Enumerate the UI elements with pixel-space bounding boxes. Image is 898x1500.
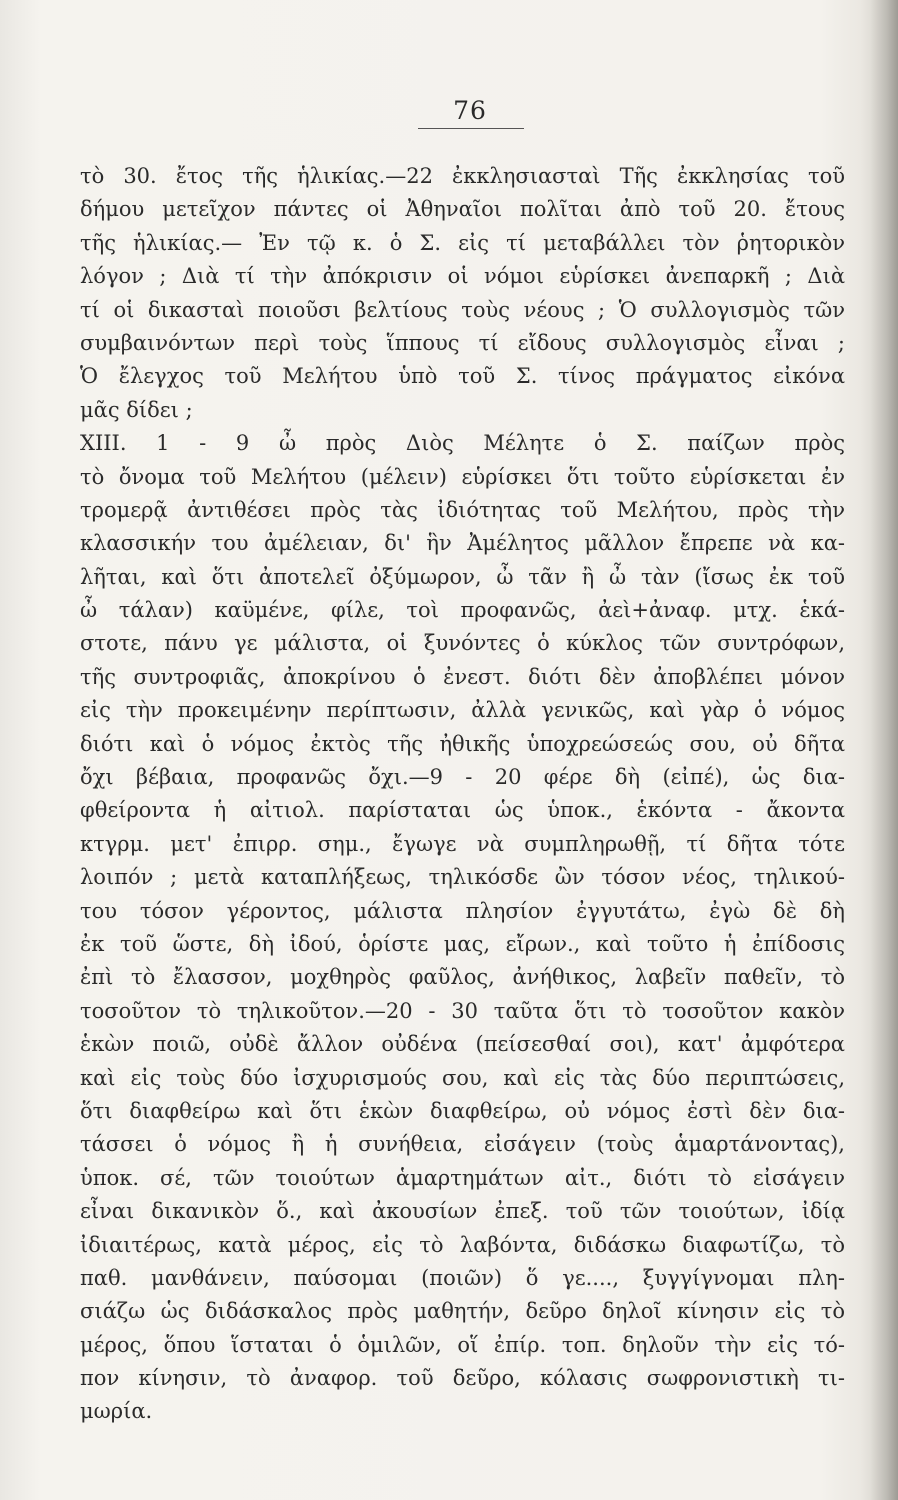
binding-shadow [870,0,898,1500]
text-line: λόγον ; Διὰ τί τὴν ἀπόκρισιν οἱ νόμοι εὑρίσκει ἀνεπαρκῆ ; Διὰ [80,264,845,289]
text-line: συμβαινόντων περὶ τοὺς ἵππους τί εἴδους συλλογισμὸς εἶναι ; [80,330,845,355]
text-line: μωρία. [80,1399,153,1424]
text-line: ὅτι διαφθείρω καὶ ὅτι ἑκὼν διαφθείρω, οὐ νόμος ἐστὶ δὲν δια- [80,1098,845,1123]
text-line: πον κίνησιν, τὸ ἀναφορ. τοῦ δεῦρο, κόλασις σωφρονιστικὴ τι- [80,1366,845,1391]
text-line: του τόσον γέροντος, μάλιστα πλησίον ἐγγυτάτω, ἐγὼ δὲ δὴ [80,898,845,923]
text-line: ἐπὶ τὸ ἔλασσον, μοχθηρὸς φαῦλος, ἀνήθικος, λαβεῖν παθεῖν, τὸ [80,965,845,990]
text-line: μᾶς δίδει ; [80,397,193,422]
page-number-rule [418,128,524,129]
text-line: διότι καὶ ὁ νόμος ἐκτὸς τῆς ἠθικῆς ὑποχρεώσεώς σου, οὐ δῆτα [80,731,845,756]
text-line: ἐκ τοῦ ὥστε, δὴ ἰδού, ὁρίστε μας, εἴρων., καὶ τοῦτο ἡ ἐπίδοσις [80,931,845,956]
text-line: ὑποκ. σέ, τῶν τοιούτων ἁμαρτημάτων αἰτ., διότι τὸ εἰσάγειν [80,1165,845,1190]
text-line: μέρος, ὅπου ἵσταται ὁ ὁμιλῶν, οἵ ἐπίρ. τοπ. δηλοῦν τὴν εἰς τό- [80,1332,845,1357]
text-line: παθ. μανθάνειν, παύσομαι (ποιῶν) ὅ γε...., ξυγγίγνομαι πλη- [80,1265,845,1290]
text-line: λοιπόν ; μετὰ καταπλήξεως, τηλικόσδε ὢν τόσον νέος, τηλικού- [80,865,845,890]
text-line: κτγρμ. μετ' ἐπιρρ. σημ., ἔγωγε νὰ συμπληρωθῇ, τί δῆτα τότε [80,831,845,856]
page-number: 76 [453,96,487,125]
text-line: φθείροντα ἡ αἰτιολ. παρίσταται ὡς ὑποκ., ἑκόντα - ἄκοντα [80,798,845,823]
body-text [80,160,845,1429]
text-line: σιάζω ὡς διδάσκαλος πρὸς μαθητήν, δεῦρο δηλοῖ κίνησιν εἰς τὸ [80,1299,845,1324]
text-line: τῆς ἡλικίας.— Ἐν τῷ κ. ὁ Σ. εἰς τί μεταβάλλει τὸν ῥητορικὸν [80,230,845,255]
text-line: στοτε, πάνυ γε μάλιστα, οἱ ξυνόντες ὁ κύκλος τῶν συντρόφων, [80,631,845,656]
text-line: ἑκὼν ποιῶ, οὐδὲ ἄλλον οὐδένα (πείσεσθαί σοι), κατ' ἀμφότερα [80,1032,845,1057]
text-line: εἰς τὴν προκειμένην περίπτωσιν, ἀλλὰ γενικῶς, καὶ γὰρ ὁ νόμος [80,698,845,723]
text-line: τῆς συντροφιᾶς, ἀποκρίνου ὁ ἐνεστ. διότι δὲν ἀποβλέπει μόνον [80,664,845,689]
text-line: καὶ εἰς τοὺς δύο ἰσχυρισμούς σου, καὶ εἰς τὰς δύο περιπτώσεις, [80,1065,845,1090]
text-line: Ὁ ἔλεγχος τοῦ Μελήτου ὑπὸ τοῦ Σ. τίνος πράγματος εἰκόνα [80,364,845,389]
text-line: τί οἱ δικασταὶ ποιοῦσι βελτίους τοὺς νέους ; Ὁ συλλογισμὸς τῶν [80,297,845,322]
text-line: ἰδιαιτέρως, κατὰ μέρος, εἰς τὸ λαβόντα, διδάσκω διαφωτίζω, τὸ [80,1232,845,1257]
text-line: κλασσικήν του ἀμέλειαν, δι' ἣν Ἀμέλητος μᾶλλον ἔπρεπε νὰ κα- [80,531,845,556]
text-line: ὄχι βέβαια, προφανῶς ὄχι.—9 - 20 φέρε δὴ (εἰπέ), ὡς δια- [80,765,845,790]
text-line: λῆται, καὶ ὅτι ἀποτελεῖ ὀξύμωρον, ὦ τᾶν ἢ ὦ τὰν (ἴσως ἐκ τοῦ [80,564,845,589]
text-line: εἶναι δικανικὸν ὅ., καὶ ἀκουσίων ἐπεξ. τοῦ τῶν τοιούτων, ἰδίᾳ [80,1199,845,1224]
text-line: τοσοῦτον τὸ τηλικοῦτον.—20 - 30 ταῦτα ὅτι τὸ τοσοῦτον κακὸν [80,998,845,1023]
text-line: τρομερᾷ ἀντιθέσει πρὸς τὰς ἰδιότητας τοῦ Μελήτου, πρὸς τὴν [80,497,845,522]
text-line: δήμου μετεῖχον πάντες οἱ Ἀθηναῖοι πολῖται ἀπὸ τοῦ 20. ἔτους [80,197,845,222]
section-heading-line: XIII. 1 - 9 ὦ πρὸς Διὸς Μέλητε ὁ Σ. παίζων πρὸς [80,431,845,456]
text-line: τάσσει ὁ νόμος ἢ ἡ συνήθεια, εἰσάγειν (τοὺς ἁμαρτάνοντας), [80,1132,845,1157]
text-line: ὦ τάλαν) καϋμένε, φίλε, τοὶ προφανῶς, ἀεὶ+ἀναφ. μτχ. ἑκά- [80,598,845,623]
text-line: τὸ ὄνομα τοῦ Μελήτου (μέλειν) εὑρίσκει ὅτι τοῦτο εὑρίσκεται ἐν [80,464,845,489]
text-line: τὸ 30. ἔτος τῆς ἡλικίας.—22 ἐκκλησιασταὶ Τῆς ἐκκλησίας τοῦ [80,164,845,188]
